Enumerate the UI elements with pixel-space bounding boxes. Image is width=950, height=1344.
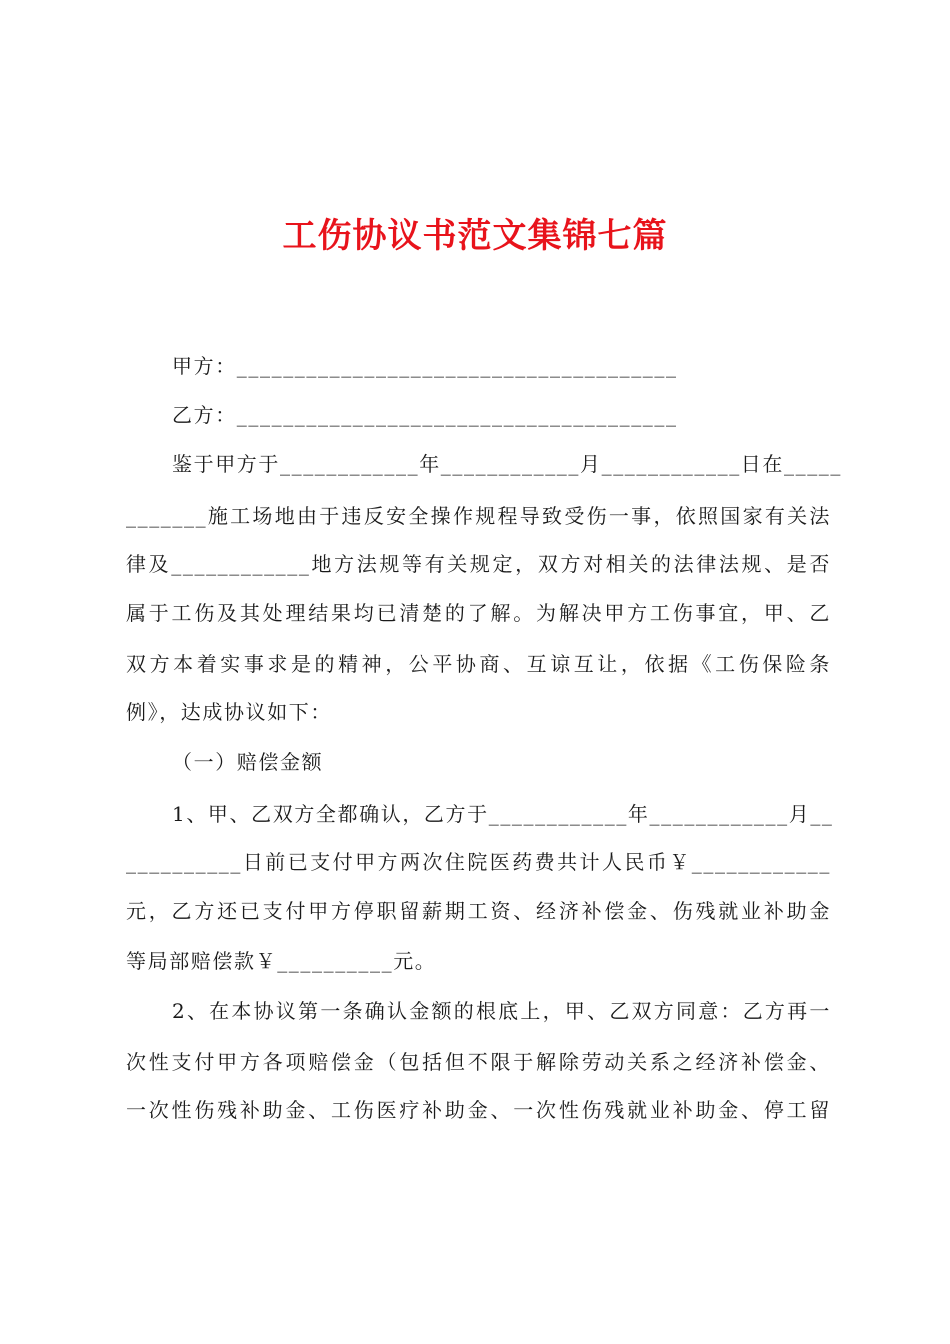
paragraph-line: 等局部赔偿款￥__________元。 [126, 949, 437, 973]
section-heading: （一）赔偿金额 [172, 750, 324, 774]
paragraph-line: __________日前已支付甲方两次住院医药费共计人民币￥____________ [126, 850, 831, 874]
paragraph-line: 次性支付甲方各项赔偿金（包括但不限于解除劳动关系之经济补偿金、 [126, 1050, 831, 1074]
paragraph-line: 2、在本协议第一条确认金额的根底上，甲、乙双方同意：乙方再一 [172, 999, 831, 1023]
paragraph-line: 双方本着实事求是的精神，公平协商、互谅互让，依据《工伤保险条 [126, 652, 831, 676]
paragraph-line: 例》，达成协议如下： [126, 700, 332, 724]
paragraph-line: 一次性伤残补助金、工伤医疗补助金、一次性伤残就业补助金、停工留 [126, 1098, 831, 1122]
paragraph-line: 律及____________地方法规等有关规定，双方对相关的法律法规、是否 [126, 552, 831, 576]
paragraph-line: 元，乙方还已支付甲方停职留薪期工资、经济补偿金、伤残就业补助金 [126, 899, 831, 923]
party-a-line: 甲方：______________________________________ [172, 354, 678, 378]
document-title: 工伤协议书范文集锦七篇 [282, 216, 668, 256]
paragraph-line: 属于工伤及其处理结果均已清楚的了解。为解决甲方工伤事宜，甲、乙 [126, 601, 831, 625]
paragraph-line: 1、甲、乙双方全都确认，乙方于____________年____________月__ [172, 802, 834, 826]
paragraph-line: _______施工场地由于违反安全操作规程导致受伤一事，依照国家有关法 [126, 504, 831, 528]
paragraph-line: 鉴于甲方于____________年____________月____________日在_____ [172, 452, 842, 476]
party-b-line: 乙方：______________________________________ [172, 403, 678, 427]
